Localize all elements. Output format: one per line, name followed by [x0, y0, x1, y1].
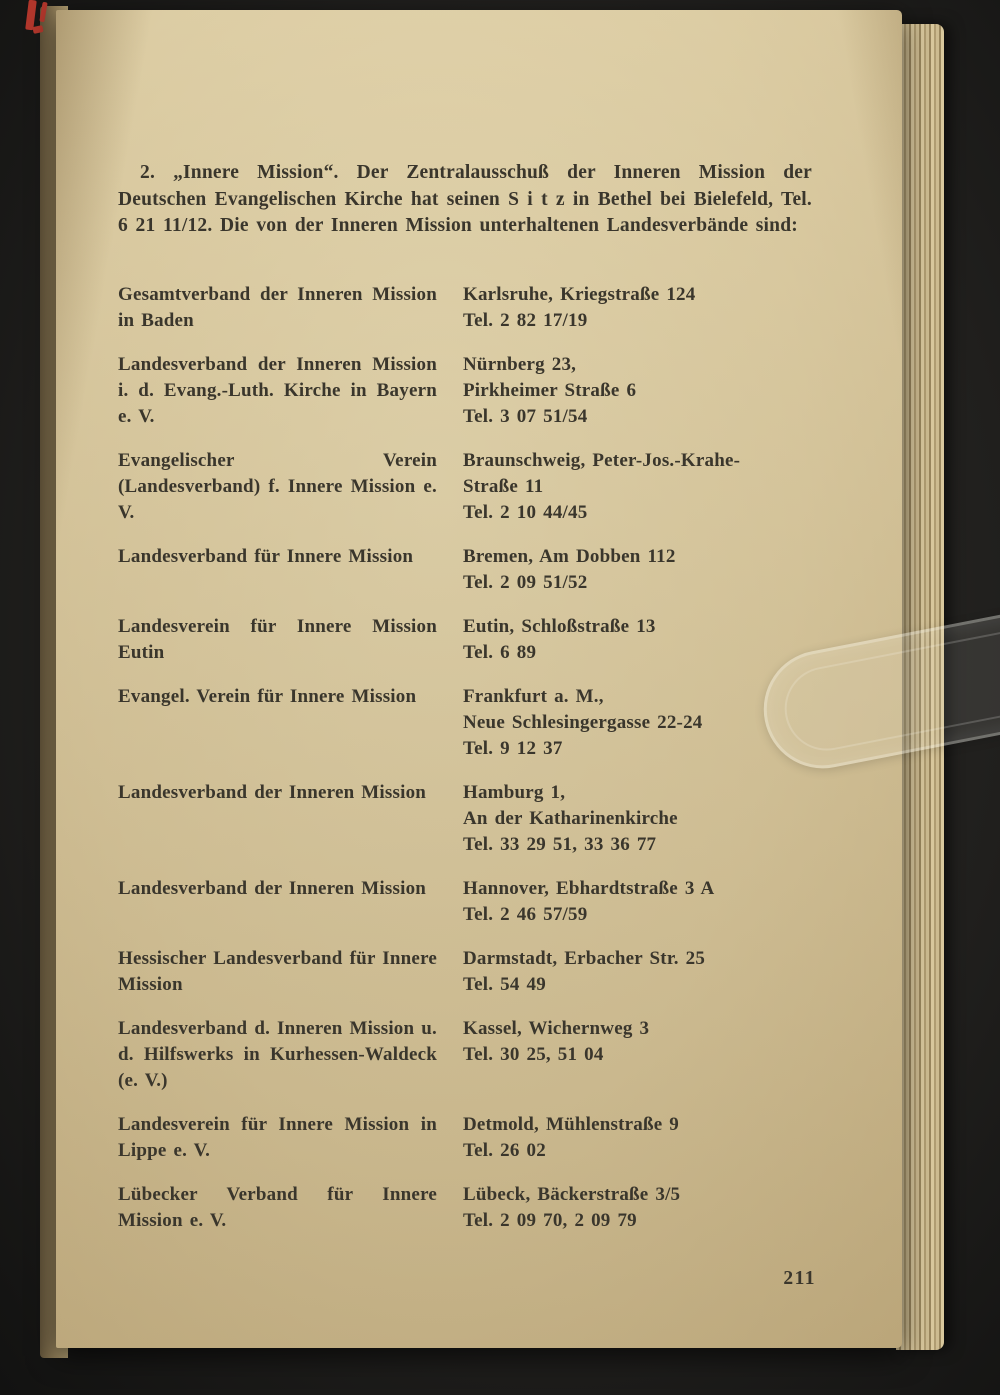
entry-organization: Landesverband d. Inneren Mission u. d. Hilfswerks in Kurhessen-Waldeck (e. V.): [118, 1017, 437, 1091]
entry-address: [463, 448, 812, 526]
entry-organization: Evangelischer Verein (Landesverband) f. Innere Mission e. V.: [118, 449, 437, 523]
entry-organization: Landesverband der Inneren Mission: [118, 781, 427, 803]
entry-address-line: Eutin, Schloßstraße 13: [463, 615, 656, 637]
entry-address-line: Pirkheimer Straße 6: [463, 379, 637, 401]
entry-row: [118, 614, 812, 666]
entry-address: [463, 282, 812, 334]
entry-address: [463, 1016, 812, 1094]
entry-organization: Landesverein für Innere Mission in Lippe e. V.: [118, 1113, 437, 1161]
entry-address-line: Tel. 54 49: [463, 973, 546, 995]
entry-organization: Lübecker Verband für Innere Mission e. V.: [118, 1183, 437, 1231]
page-number: 211: [783, 1268, 816, 1289]
entry-row: [118, 780, 812, 858]
entry-address-line: Tel. 30 25, 51 04: [463, 1043, 604, 1065]
entry-address: [463, 876, 812, 928]
entry-address: [463, 780, 812, 858]
entry-row: [118, 1016, 812, 1094]
entry-address-line: Hamburg 1,: [463, 781, 566, 803]
entry-row: [118, 684, 812, 762]
entry-row: [118, 352, 812, 430]
entry-organization: Landesverband der Inneren Mission: [118, 877, 427, 899]
entry-address-line: Tel. 2 46 57/59: [463, 903, 588, 925]
entry-address: [463, 352, 812, 430]
entry-address-line: Darmstadt, Erbacher Str. 25: [463, 947, 706, 969]
entry-address-line: Tel. 2 10 44/45: [463, 501, 588, 523]
entry-organization: Landesverband der Inneren Mission i. d. Evang.-Luth. Kirche in Bayern e. V.: [118, 353, 437, 427]
entry-address: [463, 1112, 812, 1164]
entry-organization: Landesverein für Innere Mission Eutin: [118, 615, 437, 663]
entry-address-line: Kassel, Wichernweg 3: [463, 1017, 650, 1039]
entry-row: [118, 946, 812, 998]
entry-address-line: Lübeck, Bäckerstraße 3/5: [463, 1183, 681, 1205]
entry-row: [118, 544, 812, 596]
entry-row: [118, 448, 812, 526]
entry-address-line: Tel. 33 29 51, 33 36 77: [463, 833, 657, 855]
entry-address-line: Neue Schlesingergasse 22-24: [463, 711, 703, 733]
entry-address: [463, 544, 812, 596]
entry-row: [118, 876, 812, 928]
entry-address-line: Tel. 9 12 37: [463, 737, 563, 759]
entry-row: [118, 282, 812, 334]
entry-organization: Evangel. Verein für Innere Mission: [118, 685, 417, 707]
entry-address-line: Tel. 26 02: [463, 1139, 546, 1161]
entry-address-line: Karlsruhe, Kriegstraße 124: [463, 283, 696, 305]
entry-organization: Hessischer Landesverband für Innere Mission: [118, 947, 437, 995]
entry-address-line: Bremen, Am Dobben 112: [463, 545, 676, 567]
entry-address-line: Tel. 2 09 51/52: [463, 571, 588, 593]
entry-row: [118, 1182, 812, 1234]
entry-address-line: Tel. 2 09 70, 2 09 79: [463, 1209, 637, 1231]
entry-address-line: Detmold, Mühlenstraße 9: [463, 1113, 680, 1135]
entry-address-line: Hannover, Ebhardtstraße 3 A: [463, 877, 715, 899]
entry-organization: Landesverband für Innere Mission: [118, 545, 414, 567]
entry-address-line: Straße 11: [463, 475, 544, 497]
entry-address-line: Tel. 6 89: [463, 641, 537, 663]
intro-paragraph: 2. „Innere Mission“. Der Zentralausschuß der Inneren Mission der Deutschen Evangelischen Kirche hat seinen S i t z in Bethel bei Bielefeld, Tel. 6 21 11/12. Die von der Inneren Mission unterhaltenen Landesverbände sind:: [118, 162, 812, 237]
entry-address: [463, 1182, 812, 1234]
entry-row: [118, 1112, 812, 1164]
entry-organization: Gesamtverband der Inneren Mission in Baden: [118, 283, 437, 331]
entry-address: [463, 614, 812, 666]
entry-address-line: An der Katharinenkirche: [463, 807, 678, 829]
entries-list: [118, 282, 812, 1234]
entry-address-line: Tel. 3 07 51/54: [463, 405, 588, 427]
entry-address-line: Frankfurt a. M.,: [463, 685, 604, 707]
entry-address: [463, 684, 812, 762]
entry-address-line: Braunschweig, Peter-Jos.-Krahe-: [463, 449, 741, 471]
entry-address: [463, 946, 812, 998]
entry-address-line: Nürnberg 23,: [463, 353, 577, 375]
entry-address-line: Tel. 2 82 17/19: [463, 309, 588, 331]
